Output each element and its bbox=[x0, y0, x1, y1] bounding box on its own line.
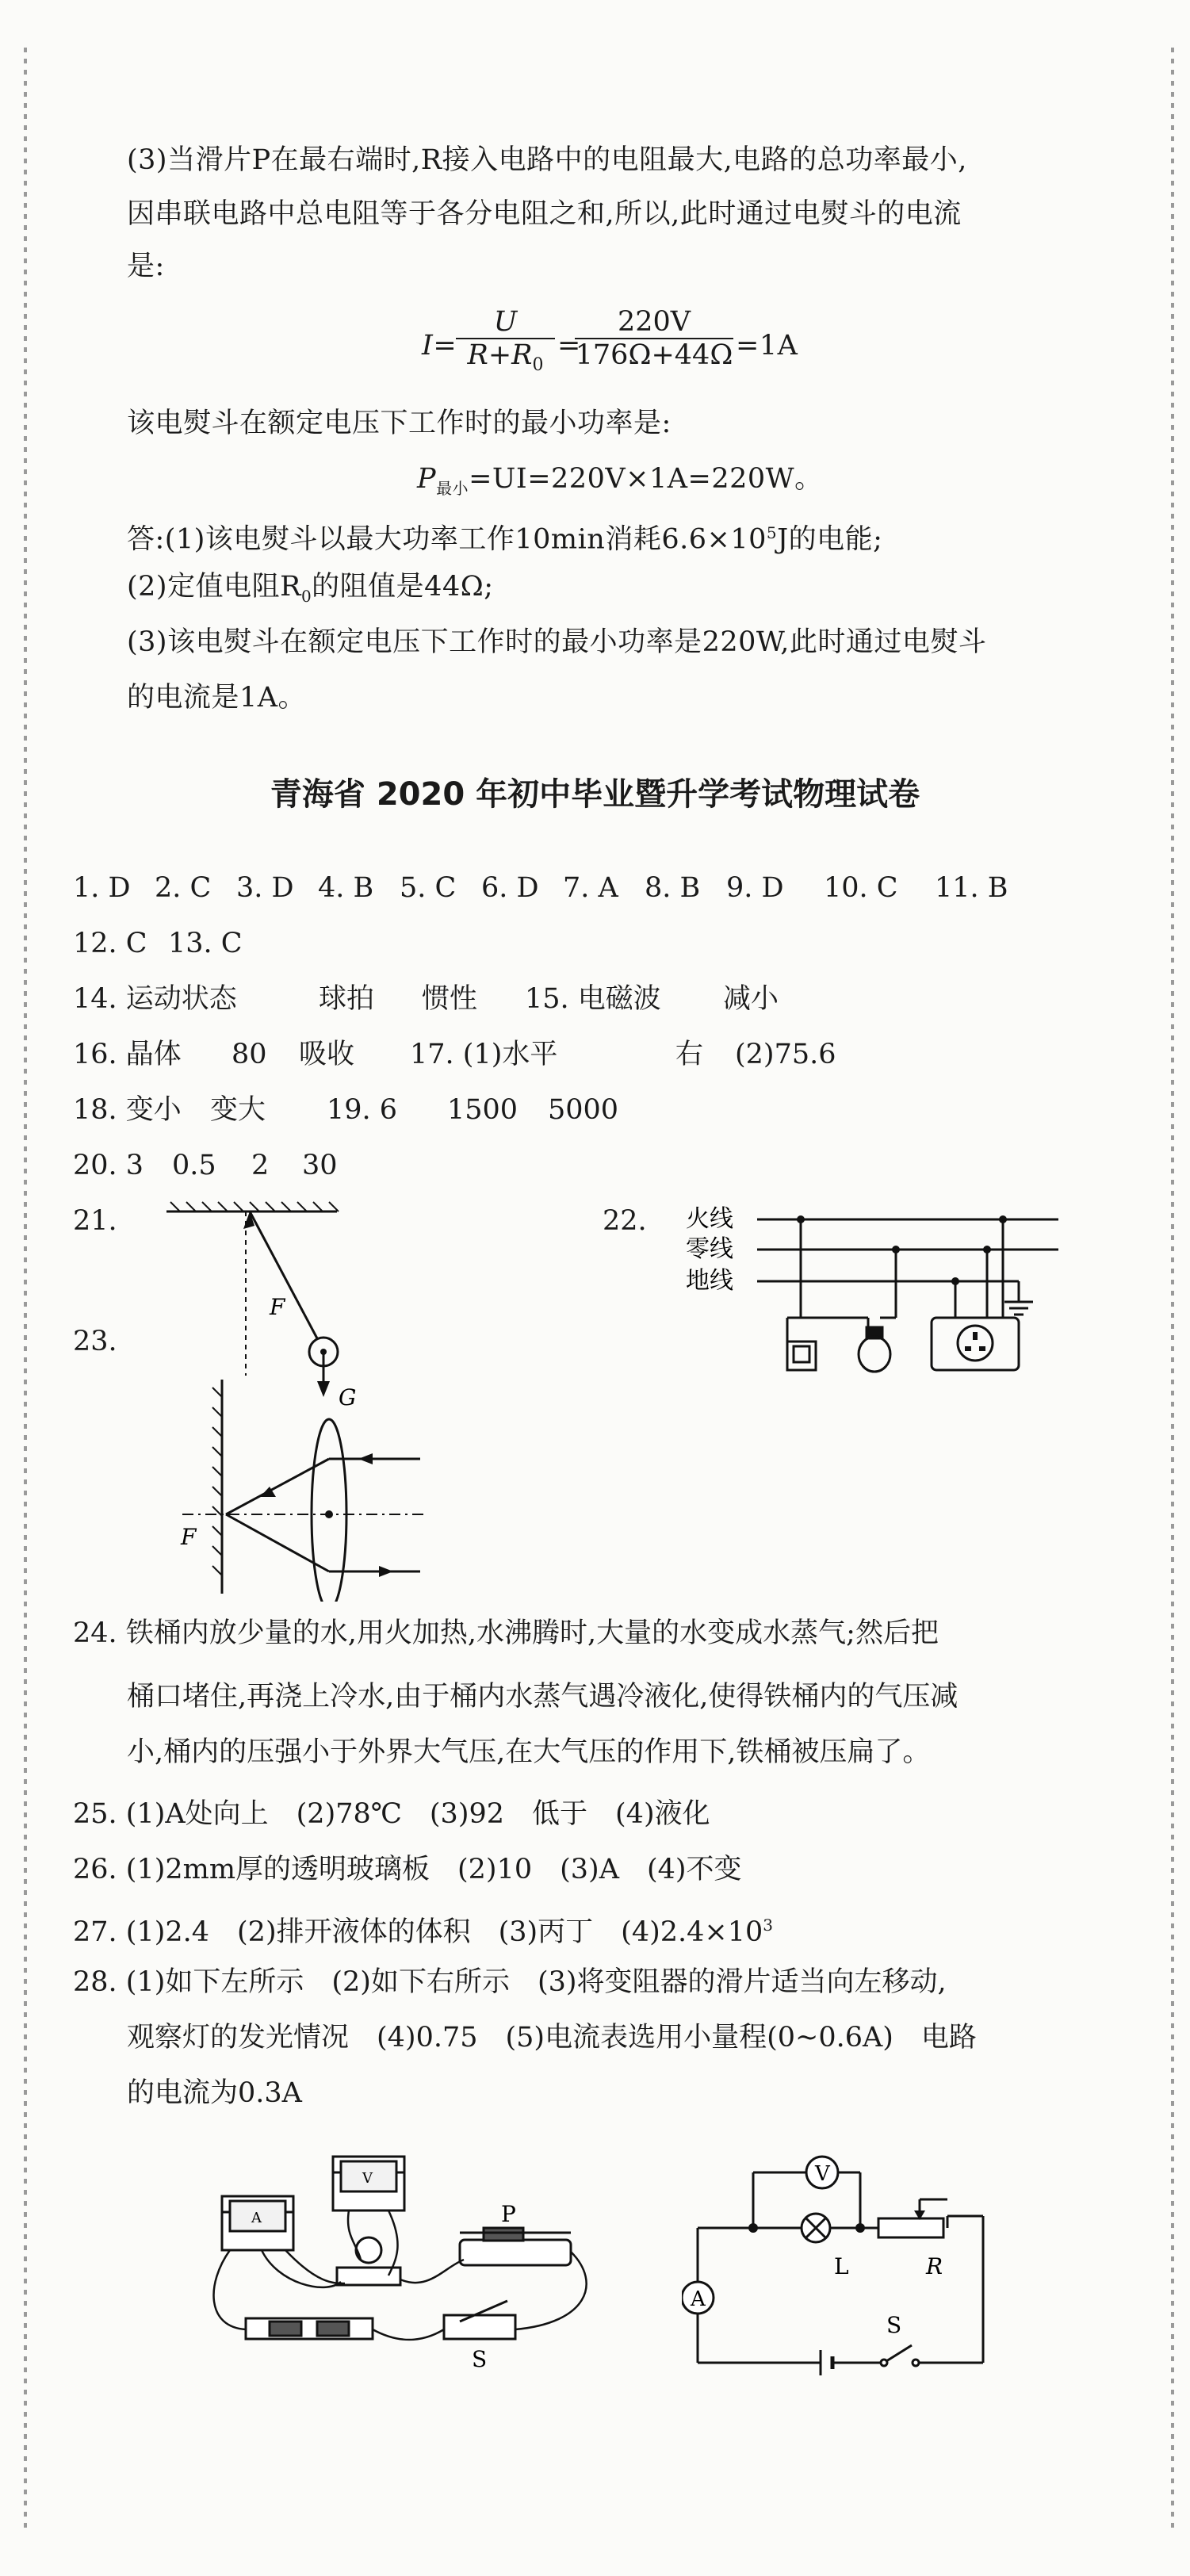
rheostat-device bbox=[460, 2228, 571, 2265]
answer-row-5 bbox=[73, 1091, 618, 1129]
answer-item: 8. B bbox=[645, 872, 701, 904]
answer-item: 17. (1)水平 bbox=[410, 1039, 558, 1070]
answer-3-line2: 的电流是1A。 bbox=[127, 682, 307, 714]
junction-dot bbox=[999, 1215, 1007, 1223]
answer-item: 1500 bbox=[447, 1094, 518, 1126]
socket-circuit bbox=[932, 1219, 1019, 1370]
rheostat-symbol-label: R bbox=[926, 2253, 943, 2279]
answer-2: (2)定值电阻$R_0$的阻值是44Ω; bbox=[127, 571, 494, 606]
answer-item: 右 bbox=[675, 1039, 704, 1070]
eq1-frac1 bbox=[456, 306, 555, 375]
answer-item: 11. B bbox=[935, 872, 1008, 904]
slider-label: P bbox=[501, 2201, 516, 2227]
q27-line: 27. (1)2.4 (2)排开液体的体积 (3)丙丁 $(4)2.4\times 10^3$ bbox=[73, 1916, 774, 1948]
solution-line: (3)当滑片P在最右端时,R接入电路中的电阻最大,电路的总功率最小, bbox=[127, 144, 967, 176]
socket-holes bbox=[965, 1332, 985, 1351]
switch-lamp-circuit bbox=[787, 1219, 896, 1370]
junction-dot bbox=[797, 1215, 805, 1223]
answer-row-3 bbox=[73, 980, 779, 1018]
answer-item: 30 bbox=[302, 1150, 338, 1181]
lens-center bbox=[325, 1510, 333, 1518]
eq1-den1: R+R bbox=[467, 339, 533, 371]
eq1-den1-sub: 0 bbox=[532, 355, 544, 375]
answer-3-line1: (3)该电熨斗在额定电压下工作时的最小功率是220W,此时通过电熨斗 bbox=[127, 626, 987, 658]
answer-item: 80 bbox=[231, 1039, 267, 1070]
earth-symbol bbox=[1004, 1281, 1033, 1315]
voltmeter-symbol-label: V bbox=[815, 2162, 830, 2186]
switch-label: S bbox=[472, 2346, 488, 2371]
answer-item: 5000 bbox=[548, 1094, 619, 1126]
eq1-den2: 176Ω+44Ω bbox=[575, 339, 733, 371]
answer-item: 1. D bbox=[73, 872, 131, 904]
voltmeter-label: V bbox=[362, 2170, 373, 2187]
answer-1: 答:(1)该电熨斗以最大功率工作10min消耗$6.6\times 10^5J$的电能; bbox=[127, 523, 883, 556]
refracted-ray bbox=[226, 1459, 329, 1514]
answer-item: 惯性 bbox=[422, 983, 478, 1015]
figure-28-circuit-diagram bbox=[682, 2149, 1015, 2379]
answer-item: 变大 bbox=[210, 1094, 266, 1126]
binding-edge-right bbox=[1171, 48, 1174, 2528]
neutral-wire-label: 零线 bbox=[686, 1235, 733, 1263]
lamp-bulb bbox=[859, 1327, 890, 1372]
junction-dot bbox=[951, 1277, 959, 1285]
answer-item: 19. 6 bbox=[327, 1094, 398, 1126]
q24-line3: 小,桶内的压强小于外界大气压,在大气压的作用下,铁桶被压扁了。 bbox=[127, 1736, 931, 1768]
junction-dot bbox=[983, 1246, 991, 1254]
answer-item: 4. B bbox=[318, 872, 374, 904]
figure-22-wiring bbox=[678, 1199, 1090, 1373]
q26-line: 26. (1)2mm厚的透明玻璃板 (2)10 (3)A (4)不变 bbox=[73, 1854, 742, 1885]
equation-min-power: $P_{最小}=UI=220V\times 1A=220W$。 bbox=[417, 463, 823, 498]
solution-line: 因串联电路中总电阻等于各分电阻之和,所以,此时通过电熨斗的电流 bbox=[127, 198, 962, 230]
binding-edge-left bbox=[24, 48, 27, 2528]
lamp-symbol-label: L bbox=[834, 2253, 849, 2279]
eq1-eq: = bbox=[557, 330, 581, 362]
question-22-label: 22. bbox=[603, 1205, 647, 1237]
answer-row-4 bbox=[73, 1035, 836, 1074]
answer-item: 2. C bbox=[155, 872, 212, 904]
knife-switch bbox=[444, 2301, 515, 2339]
answer-item: 0.5 bbox=[172, 1150, 216, 1181]
answer-row-1 bbox=[73, 869, 1008, 907]
ammeter-label: A bbox=[251, 2210, 262, 2226]
reflected-ray bbox=[226, 1514, 329, 1571]
ray-arrow bbox=[358, 1453, 373, 1464]
solution-line: 该电熨斗在额定电压下工作时的最小功率是: bbox=[127, 408, 672, 439]
answer-item: 7. A bbox=[563, 872, 618, 904]
focus-label: F bbox=[181, 1524, 197, 1550]
answer-item: 15. 电磁波 bbox=[525, 983, 661, 1015]
answer-item: 13. C bbox=[168, 928, 243, 959]
force-f-label: F bbox=[270, 1294, 285, 1320]
answer-item: 14. 运动状态 bbox=[73, 983, 237, 1015]
junction-dot bbox=[855, 2223, 865, 2233]
answer-item: 5. C bbox=[400, 872, 457, 904]
junction-dot bbox=[892, 1246, 900, 1254]
answer-item: 吸收 bbox=[299, 1039, 355, 1070]
answer-item: 9. D bbox=[726, 872, 784, 904]
battery-symbol bbox=[821, 2350, 832, 2375]
q28-line2: 观察灯的发光情况 (4)0.75 (5)电流表选用小量程(0~0.6A) 电路 bbox=[127, 2022, 977, 2054]
answer-row-6 bbox=[73, 1146, 338, 1185]
battery-pack bbox=[246, 2318, 373, 2339]
question-21-label: 21. bbox=[73, 1205, 117, 1237]
figure-23-lens bbox=[159, 1364, 444, 1602]
eq1-lhs: I= bbox=[422, 330, 457, 362]
answer-item: 2 bbox=[251, 1150, 270, 1181]
exam-title: 青海省 2020 年初中毕业暨升学考试物理试卷 bbox=[270, 776, 920, 813]
answer-row-2 bbox=[73, 924, 243, 963]
answer-item: (2)75.6 bbox=[735, 1039, 836, 1070]
live-wire-label: 火线 bbox=[686, 1205, 733, 1233]
eq1-num2: 220V bbox=[617, 306, 691, 338]
answer-item: 球拍 bbox=[319, 983, 375, 1015]
answer-item: 12. C bbox=[73, 928, 147, 959]
answer-item: 18. 变小 bbox=[73, 1094, 182, 1126]
eq1-frac2 bbox=[575, 306, 733, 371]
ray-arrow bbox=[379, 1566, 393, 1577]
rheostat-symbol bbox=[878, 2218, 943, 2237]
q24-line1: 24. 铁桶内放少量的水,用火加热,水沸腾时,大量的水变成水蒸气;然后把 bbox=[73, 1617, 939, 1649]
answer-item: 16. 晶体 bbox=[73, 1039, 182, 1070]
answer-item: 10. C bbox=[824, 872, 898, 904]
switch-symbol bbox=[881, 2345, 919, 2366]
lamp-holder bbox=[337, 2237, 400, 2285]
switch-symbol-label: S bbox=[886, 2312, 902, 2338]
question-23-label: 23. bbox=[73, 1326, 117, 1357]
figure-28-physical-circuit bbox=[198, 2125, 610, 2371]
answer-item: 6. D bbox=[481, 872, 539, 904]
answer-item: 减小 bbox=[723, 983, 779, 1015]
q25-line: 25. (1)A处向上 (2)78℃ (3)92 低于 (4)液化 bbox=[73, 1798, 710, 1830]
junction-dot bbox=[748, 2223, 758, 2233]
q28-line3: 的电流为0.3A bbox=[127, 2077, 302, 2109]
mirror-hatch bbox=[212, 1388, 222, 1575]
ground-wire-label: 地线 bbox=[686, 1267, 733, 1295]
eq1-rhs: =1A bbox=[736, 330, 798, 362]
ammeter-symbol-label: A bbox=[691, 2287, 706, 2311]
answer-item: 20. 3 bbox=[73, 1150, 144, 1181]
eq1-num1: U bbox=[493, 306, 518, 338]
solution-line: 是: bbox=[127, 251, 165, 282]
answer-item: 3. D bbox=[236, 872, 294, 904]
ceiling-hatch bbox=[170, 1202, 339, 1211]
force-g-label: G bbox=[339, 1384, 357, 1410]
q28-line1: 28. (1)如下左所示 (2)如下右所示 (3)将变阻器的滑片适当向左移动, bbox=[73, 1966, 947, 1998]
q24-line2: 桶口堵住,再浇上冷水,由于桶内水蒸气遇冷液化,使得铁桶内的气压减 bbox=[127, 1681, 959, 1713]
